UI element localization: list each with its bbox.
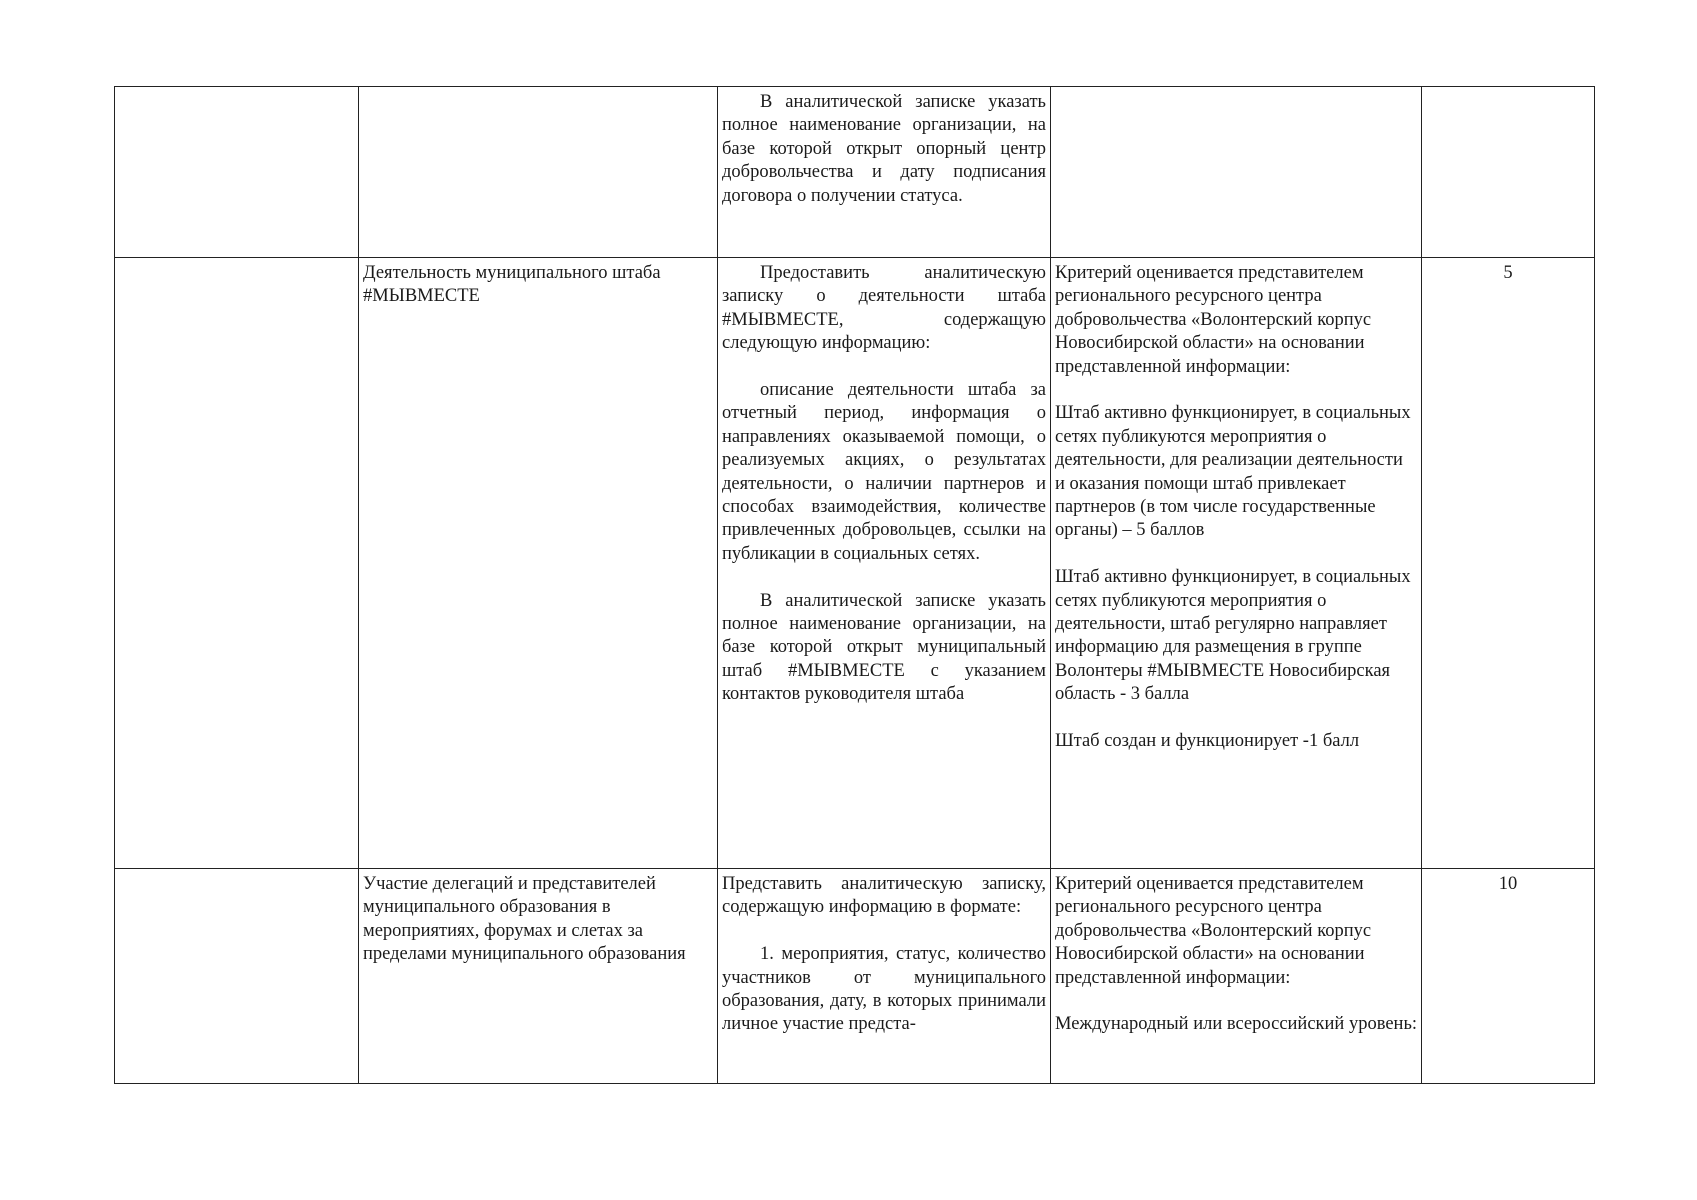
requirements-paragraph: В аналитической записке указать полное наименование организации, на базе которой открыт опорный центр добровольчества и дату подписания договора о получении статуса. (722, 92, 1046, 206)
criterion-cell (359, 87, 718, 258)
score-cell (1422, 87, 1595, 258)
table-row (115, 258, 1595, 869)
criterion-cell: Деятельность муниципального штаба #МЫВМЕСТЕ (359, 258, 718, 869)
requirements-paragraph: описание деятельности штаба за отчетный период, информация о направлениях оказываемой помощи, о реализуемых акциях, о результатах деятельности, о наличии партнеров и способах взаимодействия, количестве привлеченных добровольцев, ссылки на публикации в социальных сетях. (722, 380, 1046, 564)
score-cell: 10 (1422, 869, 1595, 1084)
requirements-cell (718, 869, 1051, 1084)
table-row (115, 869, 1595, 1084)
evaluation-paragraph: Международный или всероссийский уровень: (1055, 1014, 1418, 1035)
score-cell: 5 (1422, 258, 1595, 869)
evaluation-paragraph: Критерий оценивается представителем регионального ресурсного центра добровольчества «Волонтерский корпус Новосибирской области» на основании представленной информации: (1055, 263, 1372, 377)
criterion-cell: Участие делегаций и представителей муниципального образования в мероприятиях, форумах и слетах за пределами муниципального образования (359, 869, 718, 1084)
evaluation-paragraph: Штаб активно функционирует, в социальных сетях публикуются мероприятия о деятельности, для реализации деятельности и оказания помощи штаб привлекает партнеров (в том числе государственные органы) – 5 баллов (1055, 403, 1411, 541)
blank-cell (115, 869, 359, 1084)
criteria-table (114, 86, 1595, 1084)
evaluation-cell (1051, 258, 1422, 869)
blank-cell (115, 258, 359, 869)
requirements-cell (718, 87, 1051, 258)
requirements-paragraph: Предоставить аналитическую записку о деятельности штаба #МЫВМЕСТЕ, содержащую следующую информацию: (722, 263, 1046, 354)
requirements-cell (718, 258, 1051, 869)
requirements-paragraph: 1. мероприятия, статус, количество участников от муниципального образования, дату, в которых принимали личное участие предста- (722, 944, 1046, 1035)
blank-cell (115, 87, 359, 258)
requirements-paragraph: В аналитической записке указать полное наименование организации, на базе которой открыт муниципальный штаб #МЫВМЕСТЕ с указанием контактов руководителя штаба (722, 590, 1046, 705)
evaluation-paragraph: Критерий оценивается представителем регионального ресурсного центра добровольчества «Волонтерский корпус Новосибирской области» на основании представленной информации: (1055, 874, 1372, 988)
evaluation-paragraph: Штаб активно функционирует, в социальных сетях публикуются мероприятия о деятельности, штаб регулярно направляет информацию для размещения в группе Волонтеры #МЫВМЕСТЕ Новосибирская область - 3 балла (1055, 567, 1411, 705)
requirements-paragraph: Представить аналитическую записку, содержащую информацию в формате: (722, 874, 1046, 918)
evaluation-cell (1051, 87, 1422, 258)
evaluation-paragraph: Штаб создан и функционирует -1 балл (1055, 731, 1360, 752)
table-row (115, 87, 1595, 258)
evaluation-cell (1051, 869, 1422, 1084)
